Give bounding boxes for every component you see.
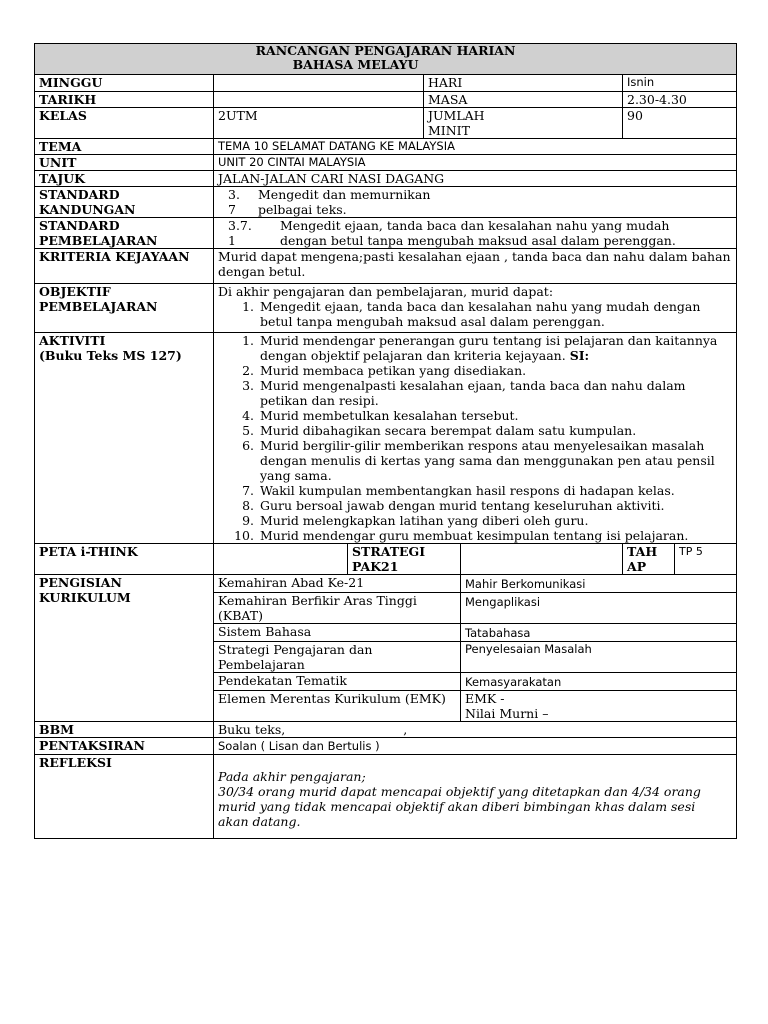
tarikh-label: TARIKH (35, 92, 214, 108)
list-item: 10. Murid mendengar guru membuat kesimpulan tentang isi pelajaran. (234, 528, 689, 543)
pengisian-label: PENGISIAN KURIKULUM (35, 575, 214, 722)
row-pentaksiran (35, 738, 737, 755)
row-bbm (35, 722, 737, 738)
sp-code-b: 1 (228, 233, 236, 248)
sk-code-a: 3. (228, 187, 240, 202)
pengisian-value-2: Tatabahasa (461, 624, 737, 642)
minggu-value (214, 75, 424, 92)
row-minggu (35, 75, 737, 92)
masa-value: 2.30-4.30 (623, 92, 737, 108)
list-item: 4. Murid membetulkan kesalahan tersebut. (242, 408, 519, 423)
sk-code-b: 7 (228, 202, 236, 217)
tema-label: TEMA (35, 139, 214, 155)
row-tajuk (35, 171, 737, 187)
kriteria-label: KRITERIA KEJAYAAN (35, 249, 214, 284)
nilai-murni-value: Nilai Murni – (465, 706, 549, 721)
list-item: 1. Mengedit ejaan, tanda baca dan kesalahan nahu yang mudah dengan betul tanpa mengubah maksud asal dalam perenggan. (242, 299, 701, 329)
objektif-value (214, 284, 737, 333)
sp-text-a: Mengedit ejaan, tanda baca dan kesalahan nahu yang mudah (280, 218, 670, 233)
standard-pembelajaran-label: STANDARD PEMBELAJARAN (35, 218, 214, 249)
peta-value (214, 544, 348, 575)
row-peta (35, 544, 737, 575)
refleksi-line1: Pada akhir pengajaran; (218, 769, 366, 784)
header-row (35, 44, 737, 75)
objektif-intro: Di akhir pengajaran dan pembelajaran, murid dapat: (218, 284, 554, 299)
kriteria-value: Murid dapat mengena;pasti kesalahan ejaan , tanda baca dan nahu dalam bahan dengan betul. (214, 249, 737, 284)
list-item: 2. Murid membaca petikan yang disediakan. (242, 363, 527, 378)
page-subtitle: BAHASA MELAYU (292, 57, 419, 72)
objektif-label: OBJEKTIF PEMBELAJARAN (35, 284, 214, 333)
emk-value: EMK - (465, 691, 505, 706)
tahap-label: TAHAP (623, 544, 675, 575)
list-item: 6. Murid bergilir-gilir memberikan respons atau menyelesaikan masalah dengan menulis di kertas yang sama dan menggunakan pen atau pensil yang sama. (242, 438, 715, 483)
tahap-value: TP 5 (675, 544, 737, 575)
aktiviti-title: AKTIVITI (39, 333, 106, 348)
row-tarikh (35, 92, 737, 108)
bbm-value (214, 722, 737, 738)
list-item: 3. Murid mengenalpasti kesalahan ejaan, tanda baca dan nahu dalam petikan dan resipi. (242, 378, 686, 408)
masa-label: MASA (424, 92, 623, 108)
row-kelas (35, 108, 737, 139)
list-item: 7. Wakil kumpulan membentangkan hasil respons di hadapan kelas. (242, 483, 675, 498)
refleksi-value (214, 755, 737, 839)
pengisian-key-2: Sistem Bahasa (214, 624, 461, 642)
pentaksiran-label: PENTAKSIRAN (35, 738, 214, 755)
row-standard-pembelajaran (35, 218, 737, 249)
hari-value: Isnin (623, 75, 737, 92)
aktiviti-sublabel: (Buku Teks MS 127) (39, 348, 182, 363)
refleksi-label: REFLEKSI (35, 755, 214, 839)
pengisian-key-1: Kemahiran Berfikir Aras Tinggi (KBAT) (214, 593, 461, 624)
bbm-text: Buku teks, (218, 722, 286, 737)
lesson-plan-sheet (34, 43, 736, 839)
pengisian-value-3: Penyelesaian Masalah (461, 642, 737, 673)
hari-label: HARI (424, 75, 623, 92)
tajuk-value: JALAN-JALAN CARI NASI DAGANG (214, 171, 737, 187)
pengisian-row (35, 575, 737, 593)
row-refleksi (35, 755, 737, 839)
pengisian-key-3: Strategi Pengajaran dan Pembelajaran (214, 642, 461, 673)
standard-kandungan-value (214, 187, 737, 218)
jumlah-minit-value: 90 (623, 108, 737, 139)
pengisian-key-5: Elemen Merentas Kurikulum (EMK) (214, 691, 461, 722)
jumlah-minit-label: JUMLAH MINIT (424, 108, 623, 139)
list-item: 1. Murid mendengar penerangan guru tentang isi pelajaran dan kaitannya dengan objektif pelajaran dan kriteria kejayaan. SI: (242, 333, 718, 363)
sk-text-a: Mengedit dan memurnikan (258, 187, 431, 202)
aktiviti-value (214, 333, 737, 544)
aktiviti-list (218, 333, 732, 543)
tarikh-value (214, 92, 424, 108)
pengisian-key-4: Pendekatan Tematik (214, 673, 461, 691)
tema-value: TEMA 10 SELAMAT DATANG KE MALAYSIA (214, 139, 737, 155)
unit-value: UNIT 20 CINTAI MALAYSIA (214, 155, 737, 171)
objektif-list (218, 299, 732, 329)
kelas-value: 2UTM (214, 108, 424, 139)
minggu-label: MINGGU (35, 75, 214, 92)
si-tag: SI: (569, 348, 590, 363)
pengisian-value-1: Mengaplikasi (461, 593, 737, 624)
strategi-value (461, 544, 623, 575)
row-standard-kandungan (35, 187, 737, 218)
standard-pembelajaran-value (214, 218, 737, 249)
pengisian-value-4: Kemasyarakatan (461, 673, 737, 691)
row-kriteria (35, 249, 737, 284)
row-unit (35, 155, 737, 171)
list-item: 9. Murid melengkapkan latihan yang diberi oleh guru. (242, 513, 589, 528)
standard-kandungan-label: STANDARD KANDUNGAN (35, 187, 214, 218)
pengisian-value-0: Mahir Berkomunikasi (461, 575, 737, 593)
peta-label: PETA i-THINK (35, 544, 214, 575)
sp-text-b: dengan betul tanpa mengubah maksud asal dalam perenggan. (280, 233, 676, 248)
aktiviti-label (35, 333, 214, 544)
kelas-label: KELAS (35, 108, 214, 139)
row-aktiviti (35, 333, 737, 544)
list-item: 8. Guru bersoal jawab dengan murid tentang keseluruhan aktiviti. (242, 498, 665, 513)
tajuk-label: TAJUK (35, 171, 214, 187)
row-objektif (35, 284, 737, 333)
pengisian-value-5 (461, 691, 737, 722)
refleksi-line2: 30/34 orang murid dapat mencapai objektif yang ditetapkan dan 4/34 orang murid yang tidak mencapai objektif akan diberi bimbingan khas dalam sesi akan datang. (218, 784, 701, 829)
strategi-label: STRATEGI PAK21 (348, 544, 461, 575)
pengisian-key-0: Kemahiran Abad Ke-21 (214, 575, 461, 593)
row-tema (35, 139, 737, 155)
pentaksiran-value: Soalan ( Lisan dan Bertulis ) (214, 738, 737, 755)
page-title: RANCANGAN PENGAJARAN HARIAN (255, 43, 516, 58)
unit-label: UNIT (35, 155, 214, 171)
lesson-plan-table (34, 43, 737, 839)
sk-text-b: pelbagai teks. (258, 202, 347, 217)
sp-code-a: 3.7. (228, 218, 252, 233)
list-item: 5. Murid dibahagikan secara berempat dalam satu kumpulan. (242, 423, 637, 438)
bbm-comma: , (403, 722, 408, 737)
bbm-label: BBM (35, 722, 214, 738)
